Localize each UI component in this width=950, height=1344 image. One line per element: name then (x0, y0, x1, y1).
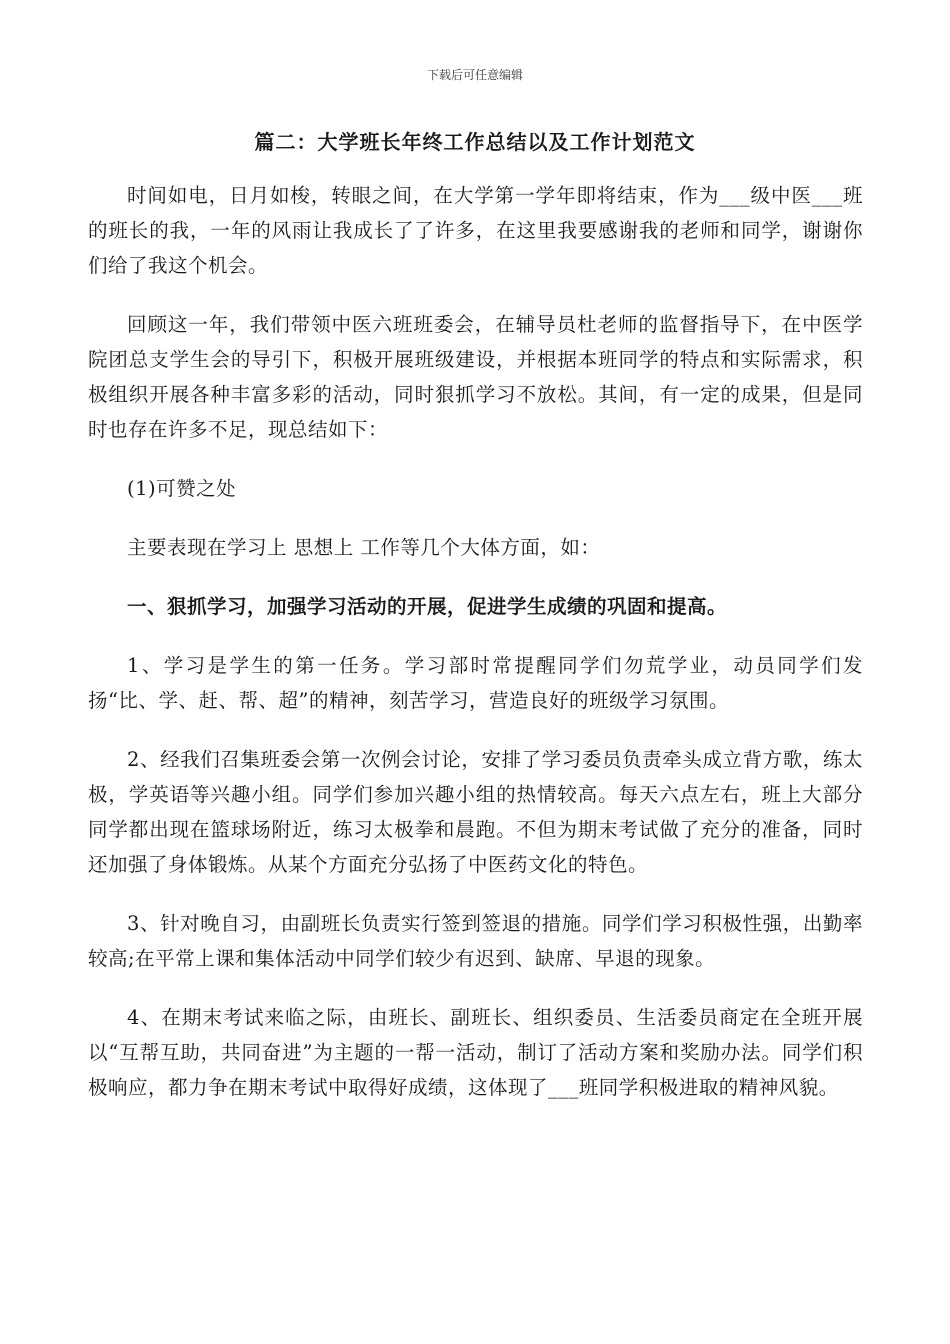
section-heading-study: 一、狠抓学习，加强学习活动的开展，促进学生成绩的巩固和提高。 (127, 595, 728, 618)
list-item-4: 4、在期末考试来临之际，由班长、副班长、组织委员、生活委员商定在全班开展以“互帮互助，共同奋进”为主题的一帮一活动，制订了活动方案和奖励办法。同学们积极响应，都力争在期末考试中取得好成绩，这体现了___班同学积极进取的精神风貌。 (88, 1006, 863, 1099)
document-title: 篇二：大学班长年终工作总结以及工作计划范文 (254, 130, 696, 154)
section-heading-praise: (1)可赞之处 (127, 477, 237, 500)
list-item-1: 1、学习是学生的第一任务。学习部时常提醒同学们勿荒学业，动员同学们发扬“比、学、赶、帮、超”的精神，刻苦学习，营造良好的班级学习氛围。 (88, 654, 863, 712)
list-item-3: 3、针对晚自习，由副班长负责实行签到签退的措施。同学们学习积极性强，出勤率较高;在平常上课和集体活动中同学们较少有迟到、缺席、早退的现象。 (88, 912, 863, 970)
header-note: 下载后可任意编辑 (426, 68, 523, 82)
paragraph-aspects: 主要表现在学习上 思想上 工作等几个大体方面，如： (127, 536, 601, 559)
document-body (88, 178, 863, 1129)
paragraph-review: 回顾这一年，我们带领中医六班班委会，在辅导员杜老师的监督指导下，在中医学院团总支学生会的导引下，积极开展班级建设，并根据本班同学的特点和实际需求，积极组织开展各种丰富多彩的活动，同时狠抓学习不放松。其间，有一定的成果，但是同时也存在许多不足，现总结如下： (88, 313, 863, 441)
list-item-2: 2、经我们召集班委会第一次例会讨论，安排了学习委员负责牵头成立背方歌，练太极，学英语等兴趣小组。同学们参加兴趣小组的热情较高。每天六点左右，班上大部分同学都出现在篮球场附近，练习太极拳和晨跑。不但为期末考试做了充分的准备，同时还加强了身体锻炼。从某个方面充分弘扬了中医药文化的特色。 (88, 748, 863, 876)
paragraph-intro: 时间如电，日月如梭，转眼之间，在大学第一学年即将结束，作为___级中医___班的班长的我，一年的风雨让我成长了了许多，在这里我要感谢我的老师和同学，谢谢你们给了我这个机会。 (88, 184, 863, 277)
